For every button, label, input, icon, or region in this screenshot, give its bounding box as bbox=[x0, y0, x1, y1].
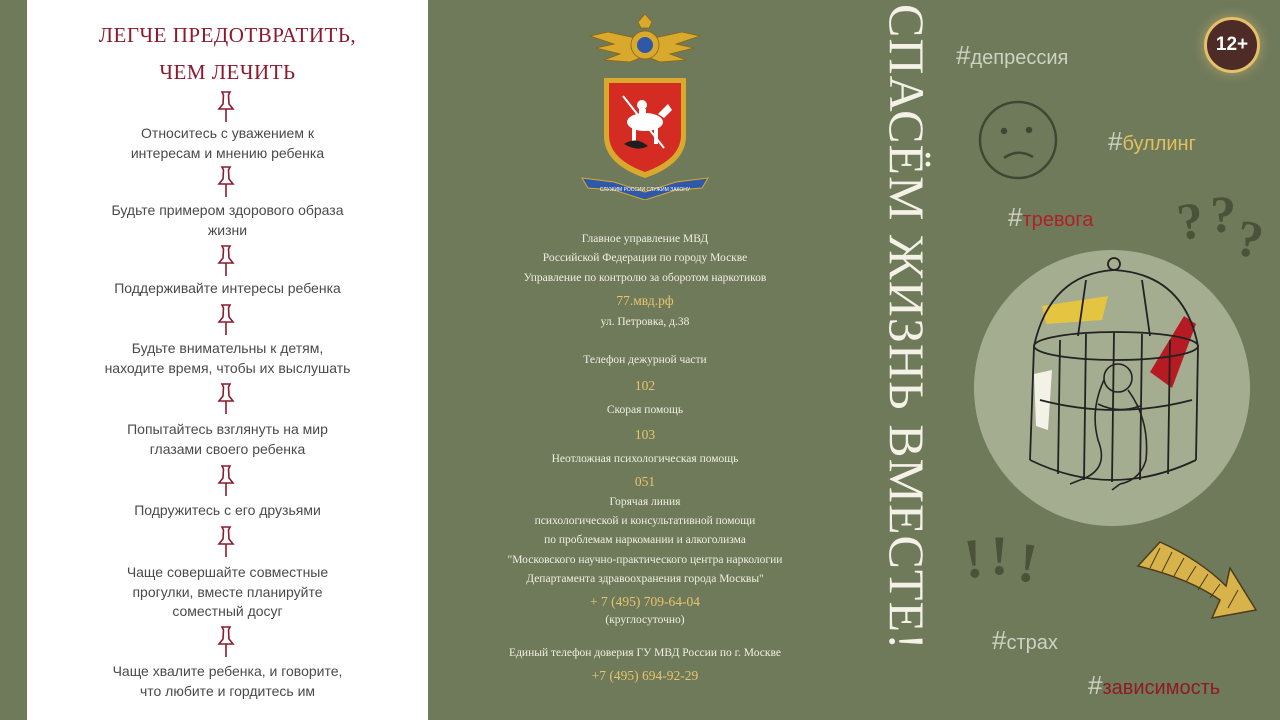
hashtag-addiction: #зависимость bbox=[1088, 670, 1221, 700]
tip-item: Подружитесь с его друзьями bbox=[134, 502, 321, 518]
trust-line-label: Единый телефон доверия ГУ МВД России по г. Москве bbox=[509, 647, 781, 659]
tips-title-line-2: ЧЕМ ЛЕЧИТЬ bbox=[159, 60, 296, 84]
org-line-3: Управление по контролю за оборотом наркотиков bbox=[523, 272, 767, 284]
pushpin-icon bbox=[214, 625, 238, 659]
hotline-line-4: "Московского научно-практического центра наркологии bbox=[507, 554, 783, 566]
hotline-line-1: Горячая линия bbox=[609, 496, 681, 508]
pushpin-icon bbox=[214, 90, 238, 124]
ambulance-label: Скорая помощь bbox=[606, 404, 684, 416]
svg-text:?: ? bbox=[1210, 187, 1236, 244]
address: ул. Петровка, д.38 bbox=[600, 316, 690, 328]
tip-item: Будьте примером здорового образа жизни bbox=[111, 202, 344, 238]
hotline-line-2: психологической и консультативной помощи bbox=[534, 515, 756, 527]
tip-item: Попытайтесь взглянуть на мир глазами своего ребенка bbox=[127, 421, 328, 457]
org-line-2: Российской Федерации по городу Москве bbox=[542, 252, 748, 264]
ambulance-number: 103 bbox=[634, 427, 656, 442]
hotline-line-3: по проблемам наркомании и алкоголизма bbox=[544, 534, 746, 546]
svg-text:!: ! bbox=[960, 527, 986, 591]
pushpin-icon bbox=[214, 165, 238, 199]
duty-number: 102 bbox=[634, 378, 656, 393]
exclamation-marks-icon bbox=[961, 525, 1041, 595]
org-line-1: Главное управление МВД bbox=[581, 233, 709, 245]
hotline-number: + 7 (495) 709-64-04 bbox=[590, 594, 700, 609]
hashtag-depression: #депрессия bbox=[956, 40, 1069, 70]
trust-line-number: +7 (495) 694-92-29 bbox=[591, 668, 699, 683]
arrow-icon bbox=[1138, 542, 1256, 618]
svg-text:!: ! bbox=[990, 525, 1009, 587]
pushpin-icon bbox=[214, 382, 238, 416]
hashtag-anxiety: #тревога bbox=[1008, 202, 1094, 232]
age-rating-badge: 12+ bbox=[1204, 17, 1260, 73]
psych-help-label: Неотложная психологическая помощь bbox=[551, 453, 739, 465]
svg-text:?: ? bbox=[1173, 191, 1208, 252]
pushpin-icon bbox=[214, 303, 238, 337]
svg-text:!: ! bbox=[1014, 531, 1042, 596]
hashtag-fear: #страх bbox=[992, 625, 1058, 655]
tip-item: Поддерживайте интересы ребенка bbox=[114, 280, 341, 296]
question-marks-icon bbox=[1174, 187, 1268, 270]
pushpin-icon bbox=[214, 244, 238, 278]
tip-item: Чаще хвалите ребенка, и говорите, что любите и гордитесь им bbox=[112, 663, 343, 699]
pushpin-icon bbox=[214, 525, 238, 559]
ribbon-text: СЛУЖИМ РОССИИ СЛУЖИМ ЗАКОНУ bbox=[599, 187, 691, 193]
website-link[interactable]: 77.мвд.рф bbox=[616, 293, 674, 308]
hashtag-bullying: #буллинг bbox=[1108, 126, 1196, 156]
pushpin-icon bbox=[214, 464, 238, 498]
sad-face-icon bbox=[980, 102, 1056, 178]
svg-text:?: ? bbox=[1231, 209, 1268, 271]
hotline-line-5: Департамента здравоохранения города Москвы" bbox=[526, 573, 764, 585]
illustration bbox=[940, 90, 1280, 720]
duty-label: Телефон дежурной части bbox=[583, 354, 707, 366]
psych-help-number: 051 bbox=[634, 474, 656, 489]
tip-item: Будьте внимательны к детям, находите время, чтобы их выслушать bbox=[104, 340, 351, 376]
mvd-moscow-emblem bbox=[578, 10, 712, 200]
tip-item: Относитесь с уважением к интересам и мнению ребенка bbox=[130, 125, 325, 161]
tip-item: Чаще совершайте совместные прогулки, вместе планируйте соместный досуг bbox=[126, 564, 329, 619]
tips-panel bbox=[27, 0, 428, 720]
hotline-hours: (круглосуточно) bbox=[605, 614, 685, 626]
tips-title-line-1: ЛЕГЧЕ ПРЕДОТВРАТИТЬ, bbox=[98, 23, 357, 47]
slogan-vertical: СПАСЁМ ЖИЗНЬ ВМЕСТЕ! bbox=[879, 4, 935, 651]
